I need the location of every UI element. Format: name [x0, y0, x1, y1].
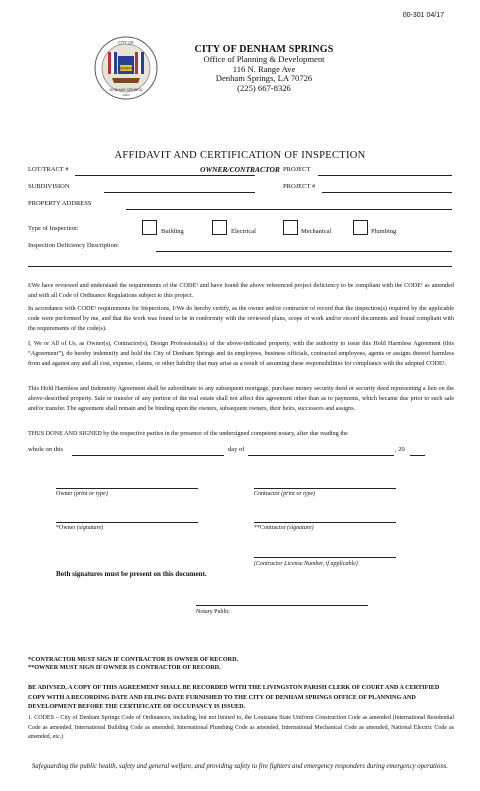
owner-name-line[interactable] [56, 488, 198, 489]
contractor-signature-label [254, 525, 314, 531]
deficiency-label: Inspection Deficiency Description: [28, 242, 119, 249]
plumbing-label: Plumbing [371, 228, 397, 235]
owner-name-label [56, 491, 108, 497]
project-number-label: PROJECT # [283, 183, 316, 190]
electrical-checkbox[interactable] [212, 220, 227, 235]
mechanical-label: Mechanical [301, 228, 332, 235]
codes-footnote: 1. CODES – City of Denham Springs Code of Ordinances, including, but not limited to, the Louisiana State Uniform Construction Code as amended (International Residential Code as amended, International Building Code as amended, International Plumbing Code as amended, International Mechanical Code as amended, National Electric Code as amended, etc.) [28, 715, 454, 740]
subdivision-field[interactable] [104, 192, 255, 193]
building-checkbox[interactable] [142, 220, 157, 235]
recording-notice: BE ADIVSED, A COPY OF THIS AGREEMENT SHALL BE RECORDED WITH THE LIVINGSTON PARISH CLERK OF COURT AND A CERTIFIED COPY WITH A RECORDING DATE AND FILING DATE FURNISHED TO THE CITY OF DENHAM SPRINGS OFFICE OF PLANNING AND DEVELOPMENT BEFORE THE CERTIFICATE OF OCCUPANCY IS ISSUED. [28, 684, 440, 710]
electrical-label: Electrical [231, 228, 256, 235]
city-seal-icon [94, 36, 158, 100]
project-number-field[interactable] [322, 192, 452, 193]
deficiency-field[interactable] [156, 251, 452, 252]
contractor-name-text: Contractor [254, 491, 282, 497]
paragraph-review: I/We have reviewed and understand the requirements of the CODE¹ and have found the above referenced project deficiency to be compliant with the CODE¹ as amended and with all Code of Ordinance Regulations subject to this project. [28, 282, 454, 299]
year-prefix: , 20 [395, 446, 405, 453]
contractor-name-line[interactable] [254, 488, 396, 489]
project-field[interactable] [318, 175, 452, 176]
paragraph-indemnity: This Hold Harmless and Indemnity Agreement shall be subordinate to any subsequent mortgage, purchase money security deed or security deed representing a lien on the above-described property. Sale or transfer of any portion of the real estate shall not affect this agreement other than as to payments, which became due prior to such sale and/or transfer. The agreement shall remain and be binding upon the owners, subsequent owners, their heirs, successors and assigns. [28, 385, 454, 412]
owner-name-text: Owner [56, 491, 74, 497]
property-address-field[interactable] [126, 209, 452, 210]
contractor-signature-text: **Contractor [254, 525, 288, 531]
form-code: 00-301 04/17 [402, 12, 444, 19]
footer-tagline: Safeguarding the public health, safety and general welfare, and providing safety to fire fighters and emergency responders during emergency operations. [31, 763, 449, 770]
contractor-signature-line[interactable] [254, 522, 396, 523]
street-address: 116 N. Range Ave [232, 63, 296, 74]
lot-tract-field[interactable] [75, 175, 255, 176]
owner-signature-hint: (signature) [76, 525, 104, 531]
inspection-type-label: Type of Inspection: [28, 225, 79, 232]
both-signatures-note: Both signatures must be present on this document. [56, 570, 207, 578]
seal-year: 1903 [122, 93, 130, 97]
notary-signature-line[interactable] [196, 605, 368, 606]
contractor-notice: *CONTRACTOR MUST SIGN IF CONTRACTOR IS OWNER OF RECORD. [28, 656, 239, 663]
deficiency-field-line-2[interactable] [28, 266, 452, 267]
contractor-signature-hint: (signature) [287, 525, 314, 531]
owner-signature-label [56, 525, 103, 531]
license-number-line[interactable] [254, 557, 396, 558]
document-title: AFFIDAVIT AND CERTIFICATION OF INSPECTION [114, 150, 366, 161]
contractor-name-label [254, 491, 315, 497]
contractor-name-hint: (print or type) [281, 491, 316, 497]
paragraph-certify: In accordance with CODE¹ requirements for Inspections, I/We do hereby certify, as the owner and/or contractor of record that the inspection(s) required by the applicable code were performed by me, and that the work was found to be in conformity with the reviewed plans, scope of work and/or record documents and found compliant with the requirements of the code(s). [28, 305, 454, 332]
notary-public-label: Notary Public [196, 609, 230, 615]
whole-on-this-label: whole on this [28, 446, 64, 453]
owner-name-hint: (print or type) [73, 491, 108, 497]
owner-notice: **OWNER MUST SIGN IF OWNER IS CONTRACTOR OF RECORD. [28, 664, 221, 671]
owner-signature-text: *Owner [56, 525, 77, 531]
building-label: Building [161, 228, 184, 235]
month-field[interactable] [248, 455, 394, 456]
day-of-label: day of [228, 446, 245, 453]
license-number-label: (Contractor License Number, if applicable) [254, 561, 358, 567]
phone-number: (225) 667-8326 [237, 83, 291, 94]
paragraph-hold-harmless: I, We or All of Us, as Owner(s), Contractor(s), Design Professional(s) of the above-indicated property, with the authority to issue this Hold Harmless Agreement (this “Agreement”), do hereby indemnify and hold the City of Denham Springs and its employees, business officials, contracted employees, agents or assigns thereof harmless from and against any and all cost, expense, claims, or other liability that may arise as a result of assuming these responsibilities for compliance with the adopted CODE¹. [28, 340, 454, 367]
mechanical-checkbox[interactable] [283, 220, 298, 235]
document-subtitle: OWNER/CONTRACTOR [200, 165, 280, 174]
seal-badge-text: DENHAM [118, 66, 134, 71]
plumbing-checkbox[interactable] [353, 220, 368, 235]
project-label: PROJECT [283, 166, 311, 173]
lot-tract-label: LOT/TRACT # [28, 166, 69, 173]
property-address-label: PROPERTY ADDRESS [28, 200, 92, 207]
seal-bottom-text: DENHAM SPRINGS [109, 88, 143, 92]
paragraph-signed: THUS DONE AND SIGNED by the respective parties in the presence of the undersigned competent notary, after due reading the [28, 430, 348, 437]
day-field[interactable] [72, 455, 224, 456]
city-state-zip: Denham Springs, LA 70726 [215, 73, 313, 84]
year-field[interactable] [410, 455, 425, 456]
seal-top-text: CITY OF [118, 40, 134, 46]
office-name: Office of Planning & Development [203, 54, 325, 65]
subdivision-label: SUBDIVISION [28, 183, 70, 190]
city-name: CITY OF DENHAM SPRINGS [194, 44, 334, 55]
letterhead [174, 44, 354, 94]
owner-signature-line[interactable] [56, 522, 198, 523]
